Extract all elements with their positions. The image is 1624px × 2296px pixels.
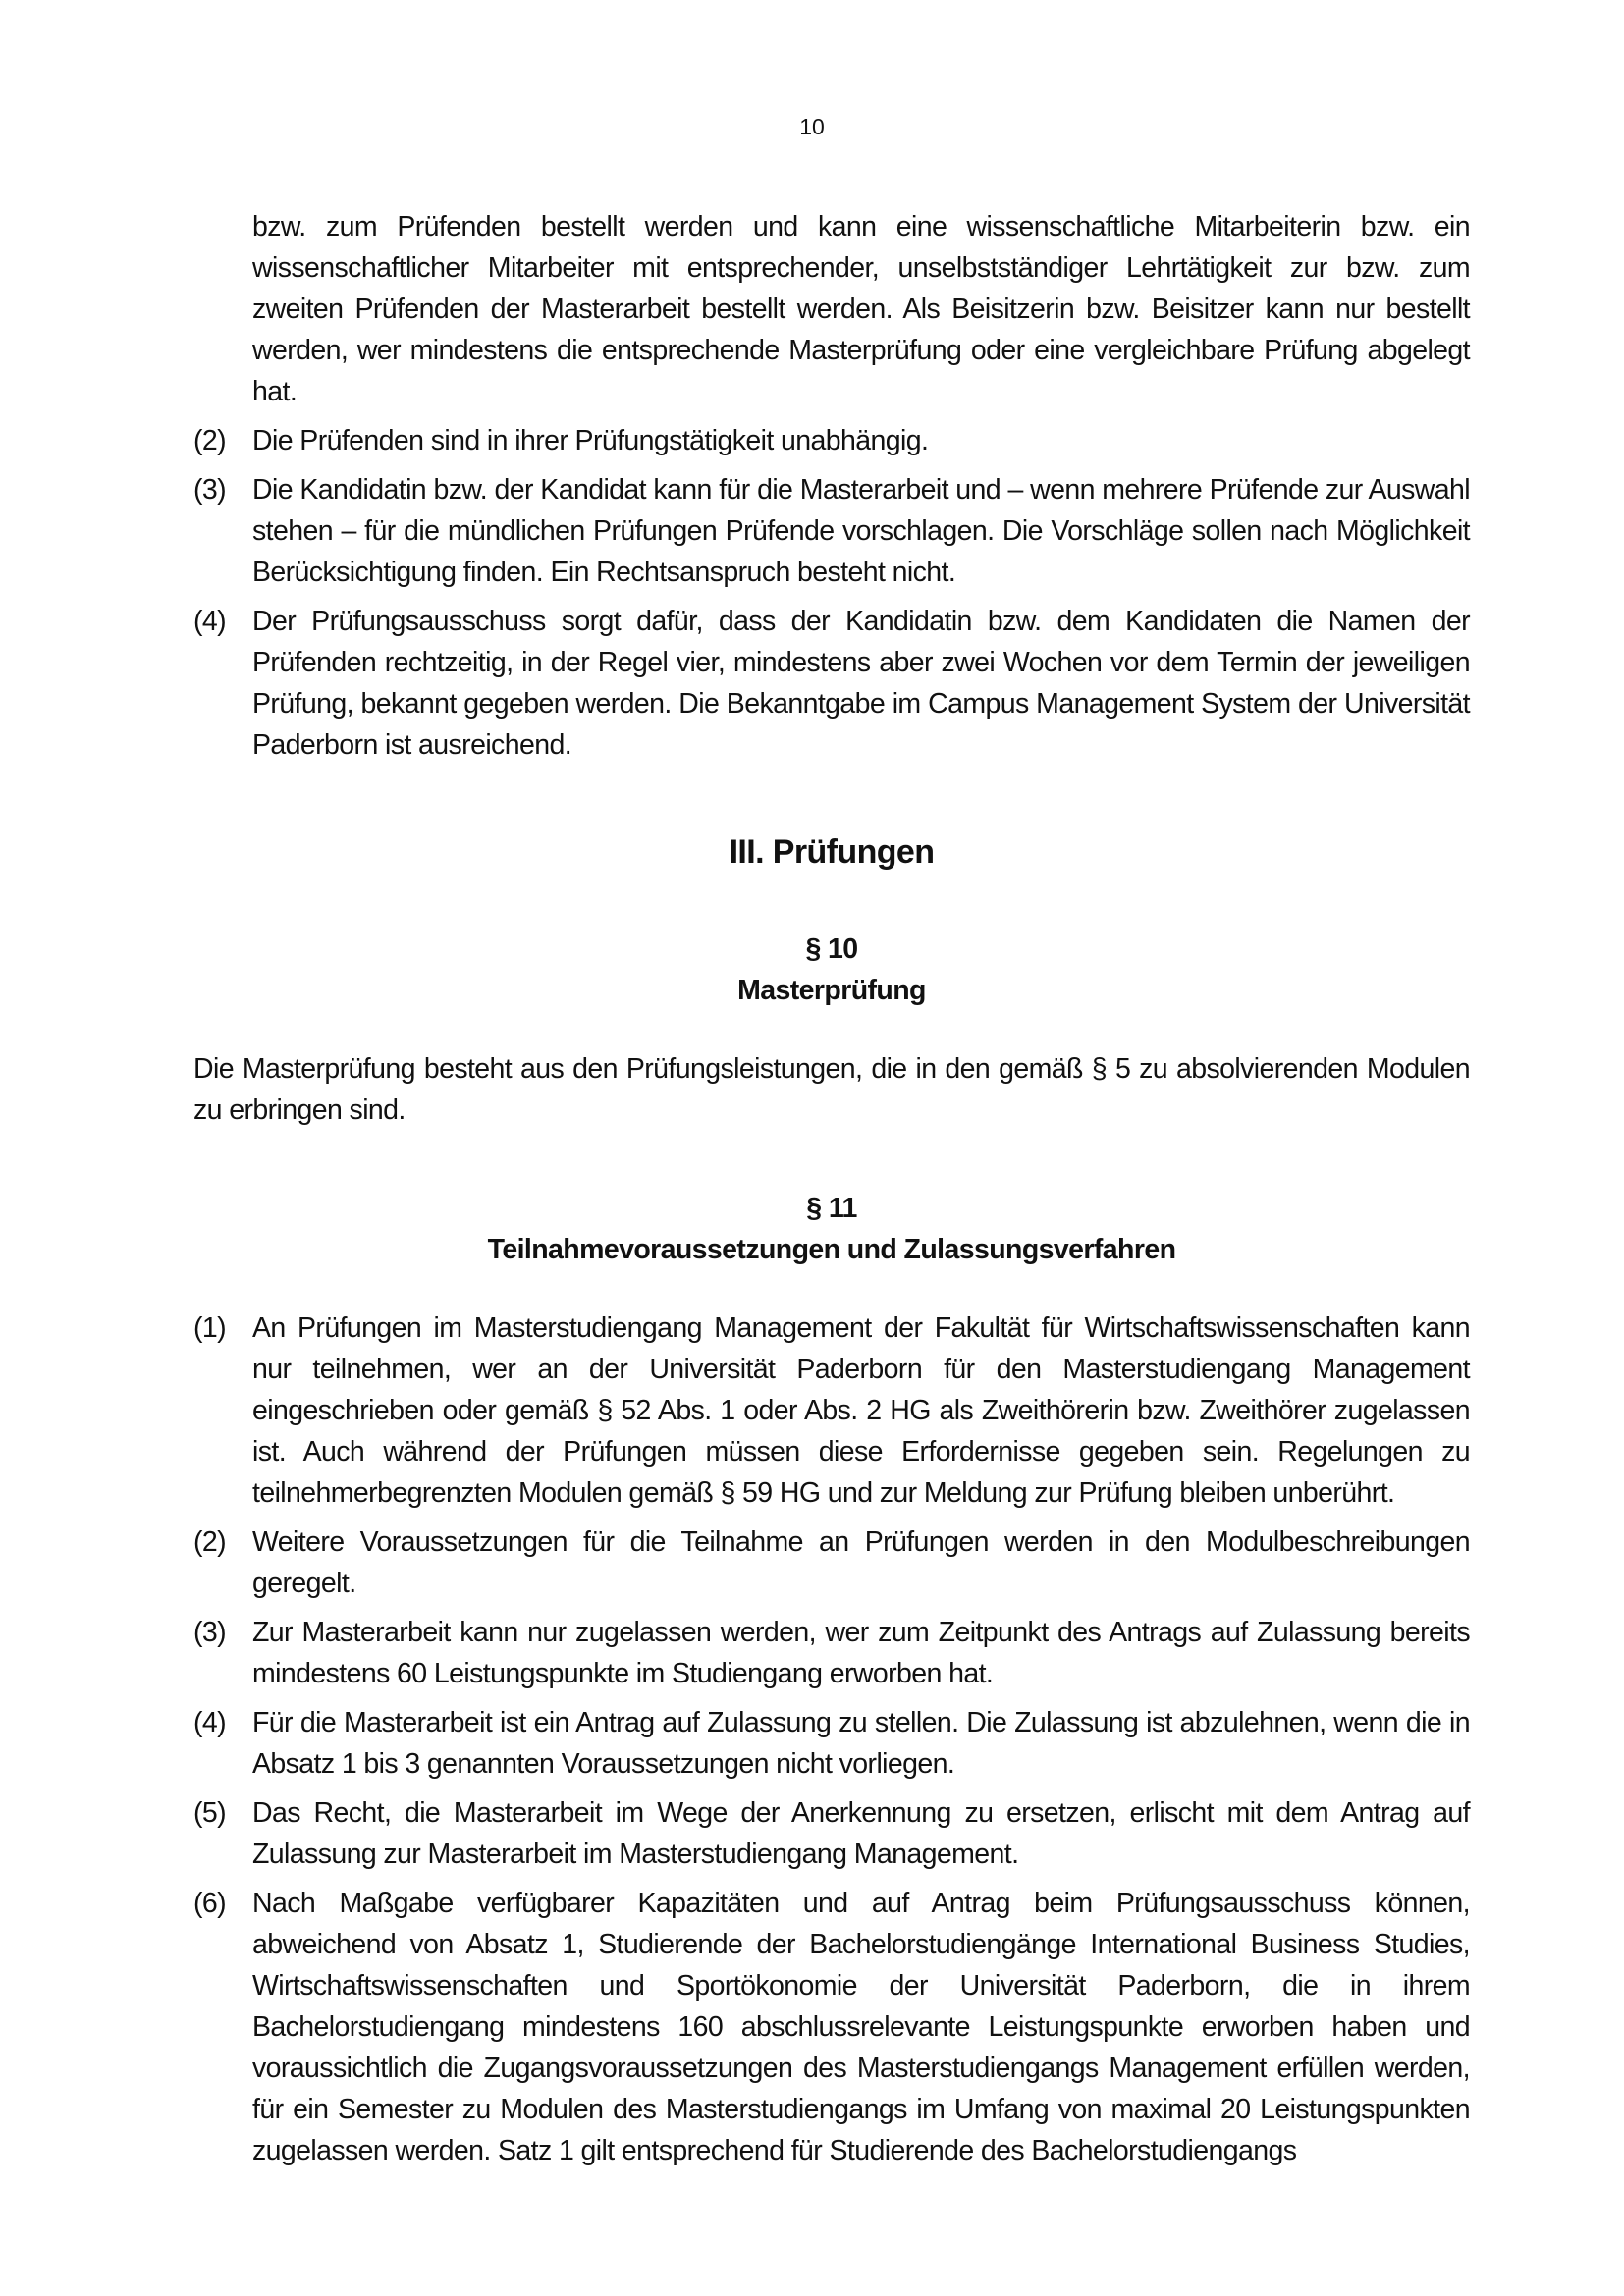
list-item [193,1792,1470,1875]
document-body [193,206,1470,2171]
item-text: Für die Masterarbeit ist ein Antrag auf Zulassung zu stellen. Die Zulassung ist abzulehnen, wenn die in Absatz 1 bis 3 genannten Voraussetzungen nicht vorliegen. [252,1707,1470,1780]
item-text: Die Kandidatin bzw. der Kandidat kann für die Masterarbeit und – wenn mehrere Prüfende zur Auswahl stehen – für die mündlichen Prüfungen Prüfende vorschlagen. Die Vorschläge sollen nach Möglichkeit Berücksichtigung finden. Ein Rechtsanspruch besteht nicht. [252,474,1470,588]
section-title: Teilnahmevoraussetzungen und Zulassungsverfahren [487,1234,1176,1265]
item-number: (6) [193,1888,227,1919]
item-number: (4) [193,606,227,637]
list-item [193,420,1470,461]
list-item [193,1883,1470,2171]
continuation-paragraph: bzw. zum Prüfenden bestellt werden und kann eine wissenschaftliche Mitarbeiterin bzw. ein wissenschaftlicher Mitarbeiter mit entsprechender, unselbstständiger Lehrtätigkeit zur bzw. zum zweiten Prüfenden der Masterarbeit bestellt werden. Als Beisitzerin bzw. Beisitzer kann nur bestellt werden, wer mindestens die entsprechende Masterprüfung oder eine vergleichbare Prüfung abgelegt hat. [252,211,1470,407]
item-text: Das Recht, die Masterarbeit im Wege der Anerkennung zu ersetzen, erlischt mit dem Antrag auf Zulassung zur Masterarbeit im Masterstudiengang Management. [252,1797,1470,1870]
item-text: Weitere Voraussetzungen für die Teilnahme an Prüfungen werden in den Modulbeschreibungen geregelt. [252,1526,1470,1599]
item-number: (2) [193,1526,227,1558]
list-item [193,1308,1470,1514]
item-number: (2) [193,425,227,456]
list-item [193,469,1470,593]
section-sign: § 11 [806,1193,857,1224]
item-text: Zur Masterarbeit kann nur zugelassen werden, wer zum Zeitpunkt des Antrags auf Zulassung bereits mindestens 60 Leistungspunkte im Studiengang erworben hat. [252,1617,1470,1689]
item-number: (1) [193,1312,227,1344]
section11-list [193,1308,1470,2171]
section9-list [193,420,1470,766]
section-sign: § 10 [805,934,858,965]
section10-text: Die Masterprüfung besteht aus den Prüfungsleistungen, die in den gemäß § 5 zu absolvierenden Modulen zu erbringen sind. [193,1053,1470,1126]
part-title: III. Prüfungen [729,833,935,871]
list-item [193,1702,1470,1785]
list-item [193,1612,1470,1694]
item-text: An Prüfungen im Masterstudiengang Management der Fakultät für Wirtschaftswissenschaften kann nur teilnehmen, wer an der Universität Paderborn für den Masterstudiengang Management eingeschrieben oder gemäß § 52 Abs. 1 oder Abs. 2 HG als Zweithörerin bzw. Zweithörer zugelassen ist. Auch während der Prüfungen müssen diese Erfordernisse gegeben sein. Regelungen zu teilnehmerbegrenzten Modulen gemäß § 59 HG und zur Meldung zur Prüfung bleiben unberührt. [252,1312,1470,1509]
list-item [193,601,1470,766]
item-number: (5) [193,1797,227,1829]
page-number: 10 [799,114,825,139]
item-number: (4) [193,1707,227,1738]
item-number: (3) [193,474,227,506]
item-text: Nach Maßgabe verfügbarer Kapazitäten und auf Antrag beim Prüfungsausschuss können, abweichend von Absatz 1, Studierende der Bachelorstudiengänge International Business Studies, Wirtschaftswissenschaften und Sportökonomie der Universität Paderborn, die in ihrem Bachelorstudiengang mindestens 160 abschlussrelevante Leistungspunkte erworben haben und voraussichtlich die Zugangsvoraussetzungen des Masterstudiengangs Management erfüllen werden, für ein Semester zu Modulen des Masterstudiengangs im Umfang von maximal 20 Leistungspunkten zugelassen werden. Satz 1 gilt entsprechend für Studierende des Bachelorstudiengangs [252,1888,1470,2166]
item-number: (3) [193,1617,227,1648]
item-text: Der Prüfungsausschuss sorgt dafür, dass der Kandidatin bzw. dem Kandidaten die Namen der Prüfenden rechtzeitig, in der Regel vier, mindestens aber zwei Wochen vor dem Termin der jeweiligen Prüfung, bekannt gegeben werden. Die Bekanntgabe im Campus Management System der Universität Paderborn ist ausreichend. [252,606,1470,761]
list-item [193,1522,1470,1604]
item-text: Die Prüfenden sind in ihrer Prüfungstätigkeit unabhängig. [252,425,929,456]
section-title: Masterprüfung [737,975,926,1006]
